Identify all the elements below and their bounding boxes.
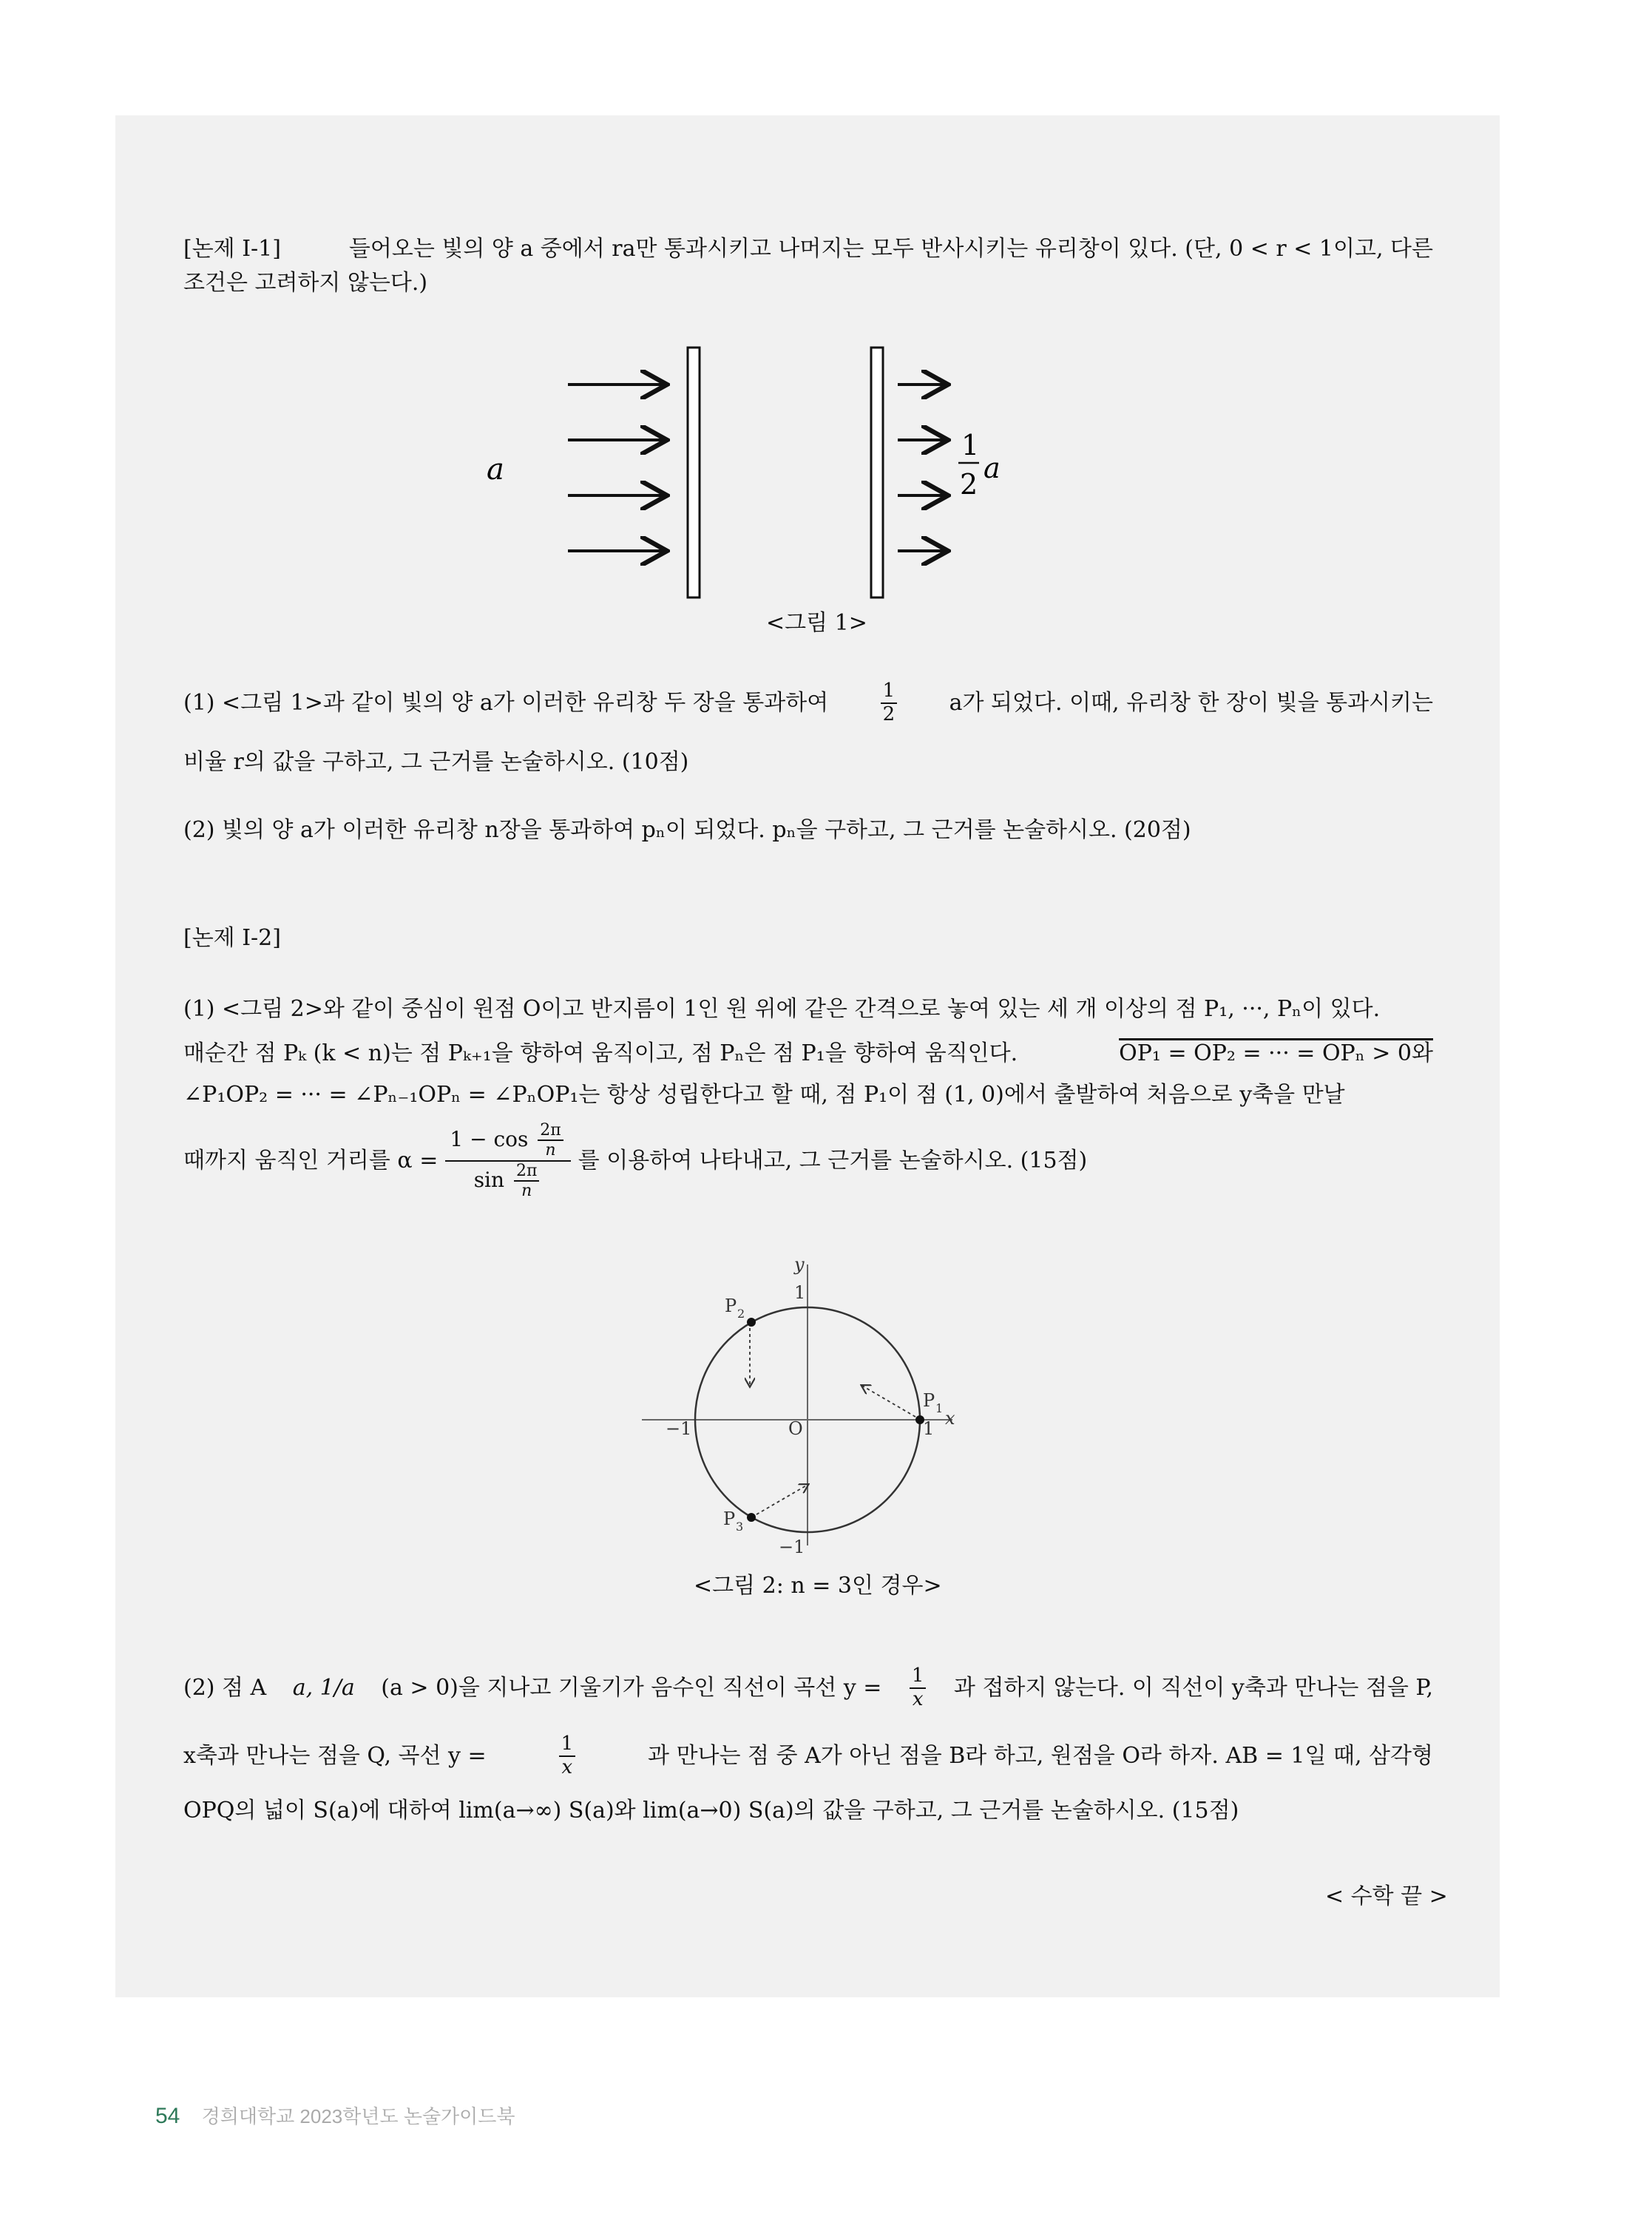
footer-title: 경희대학교 2023학년도 논술가이드북 <box>201 2105 515 2127</box>
q2-line2-b: 과 만나는 점 중 A가 아닌 점을 B라 하고, 원점을 O라 하자. AB = 1일 때, 삼각형 <box>648 1742 1433 1769</box>
end-mark: < 수학 끝 > <box>1325 1883 1448 1909</box>
input-amount-label: a <box>487 453 504 487</box>
q2-line1-b: (a > 0)을 지나고 기울기가 음수인 직선이 곡선 y = <box>381 1674 882 1701</box>
alpha-num-frac-top: 2π <box>538 1121 563 1141</box>
p3-direction-arrow <box>756 1485 808 1514</box>
point-a-coordinates: a, 1/a <box>292 1674 355 1701</box>
output-frac-num: 1 <box>961 429 980 461</box>
p1-direction-arrow <box>862 1386 915 1417</box>
problem2-q1-line1 <box>183 998 1433 1020</box>
page-footer <box>155 2102 515 2129</box>
q1-line4-suffix: 를 이용하여 나타내고, 그 근거를 논술하시오. (15점) <box>578 1147 1088 1174</box>
q1-prefix: (1) <그림 1>과 같이 빛의 양 a가 이러한 유리창 두 장을 통과하여 <box>183 689 829 716</box>
p3-label: P <box>723 1509 736 1529</box>
alpha-num-frac <box>538 1121 563 1160</box>
problem2-q1-line4 <box>183 1121 1087 1200</box>
figure-2-caption: <그림 2: n = 3인 경우> <box>694 1573 942 1599</box>
q1-line3-text: ∠P₁OP₂ = ··· = ∠Pₙ₋₁OPₙ = ∠PₙOP₁는 항상 성립한다고 할 때, 점 P₁이 점 (1, 0)에서 출발하여 처음으로 y축을 만날 <box>183 1082 1345 1108</box>
glass-pane-2 <box>871 348 883 597</box>
alpha-den-text: sin <box>473 1167 505 1192</box>
curve-frac-den-2: x <box>561 1755 573 1778</box>
problem1-intro-line2: 조건은 고려하지 않는다.) <box>183 270 428 296</box>
origin-label: O <box>788 1418 803 1439</box>
tick-x-neg: −1 <box>666 1418 692 1439</box>
point-p2 <box>747 1318 756 1327</box>
q1-frac-den: 2 <box>882 702 896 725</box>
alpha-numerator <box>445 1121 570 1162</box>
problem1-intro-line1 <box>183 238 1433 260</box>
curve-fraction-2 <box>559 1733 576 1779</box>
q2-line2-a: x축과 만나는 점을 Q, 곡선 y = <box>183 1742 487 1769</box>
x-axis-label: x <box>945 1408 955 1429</box>
output-arrows <box>898 385 945 551</box>
alpha-den-frac <box>514 1162 539 1201</box>
figure-1-caption: <그림 1> <box>766 610 867 636</box>
curve-fraction-1 <box>910 1665 927 1711</box>
figure-1-diagram <box>487 333 1086 599</box>
problem1-q2: (2) 빛의 양 a가 이러한 유리창 n장을 통과하여 pₙ이 되었다. pₙ을 구하고, 그 근거를 논술하시오. (20점) <box>183 817 1191 843</box>
p3-label-sub: 3 <box>736 1520 744 1534</box>
alpha-den-frac-top: 2π <box>514 1162 539 1182</box>
alpha-denominator <box>445 1162 570 1201</box>
problem1-header: [논제 I-1] <box>183 236 281 262</box>
q1-line4-prefix: 때까지 움직인 거리를 α = <box>183 1147 439 1174</box>
curve-frac-den: x <box>912 1687 924 1710</box>
problem2-q2-line2 <box>183 1733 1433 1778</box>
problem2-q1-line2 <box>183 1040 1433 1066</box>
problem2-q2-line3: OPQ의 넓이 S(a)에 대하여 lim(a→∞) S(a)와 lim(a→0) S(a)의 값을 구하고, 그 근거를 논술하시오. (15점) <box>183 1798 1239 1824</box>
problem1-q1-line1 <box>183 680 1433 725</box>
input-arrows <box>568 385 664 551</box>
point-p3 <box>747 1513 756 1522</box>
output-frac-den: 2 <box>960 468 978 501</box>
alpha-num-text: 1 − cos <box>450 1126 529 1151</box>
alpha-den-frac-bottom: n <box>521 1181 532 1200</box>
q1-line2-b: OP₁ = OP₂ = ··· = OPₙ > 0와 <box>1119 1040 1433 1066</box>
curve-frac-num-2: 1 <box>559 1733 576 1757</box>
problem2-header: [논제 I-2] <box>183 925 281 951</box>
p2-label-sub: 2 <box>737 1307 745 1321</box>
problem2-q1-line1-text: (1) <그림 2>와 같이 중심이 원점 O이고 반지름이 1인 원 위에 같은 간격으로 놓여 있는 세 개 이상의 점 P₁, ···, Pₙ이 있다. <box>183 996 1381 1022</box>
alpha-num-frac-bottom: n <box>545 1141 556 1160</box>
q2-line1-c: 과 접하지 않는다. 이 직선이 y축과 만나는 점을 P, <box>953 1674 1433 1701</box>
tick-y-pos: 1 <box>794 1282 806 1303</box>
y-axis-label: y <box>794 1254 805 1275</box>
curve-frac-num: 1 <box>910 1665 927 1689</box>
problem1-intro: 들어오는 빛의 양 a 중에서 ra만 통과시키고 나머지는 모두 반사시키는 유리창이 있다. (단, 0 < r < 1이고, 다른 <box>348 236 1433 262</box>
page-number: 54 <box>155 2104 180 2128</box>
q1-line2-a: 매순간 점 Pₖ (k < n)는 점 Pₖ₊₁을 향하여 움직이고, 점 Pₙ은 점 P₁을 향하여 움직인다. <box>183 1040 1018 1066</box>
alpha-formula <box>445 1121 570 1200</box>
problem2-q2-line1 <box>183 1665 1433 1710</box>
q1-frac-num: 1 <box>881 680 898 704</box>
p1-label: P <box>923 1390 935 1411</box>
p1-label-sub: 1 <box>935 1401 944 1415</box>
p2-label: P <box>725 1296 737 1316</box>
problem1-q1-line2: 비율 r의 값을 구하고, 그 근거를 논술하시오. (10점) <box>183 749 689 775</box>
tick-y-neg: −1 <box>779 1537 805 1557</box>
q1-suffix: a가 되었다. 이때, 유리창 한 장이 빛을 통과시키는 <box>949 689 1433 716</box>
figure-2-unit-circle <box>627 1250 982 1568</box>
q2-line1-a: (2) 점 A <box>183 1674 267 1701</box>
tick-x-pos: 1 <box>923 1418 935 1439</box>
output-var: a <box>984 452 1001 484</box>
problem2-q1-line3 <box>183 1084 1433 1106</box>
glass-pane-1 <box>688 348 700 597</box>
q1-fraction <box>881 680 898 726</box>
